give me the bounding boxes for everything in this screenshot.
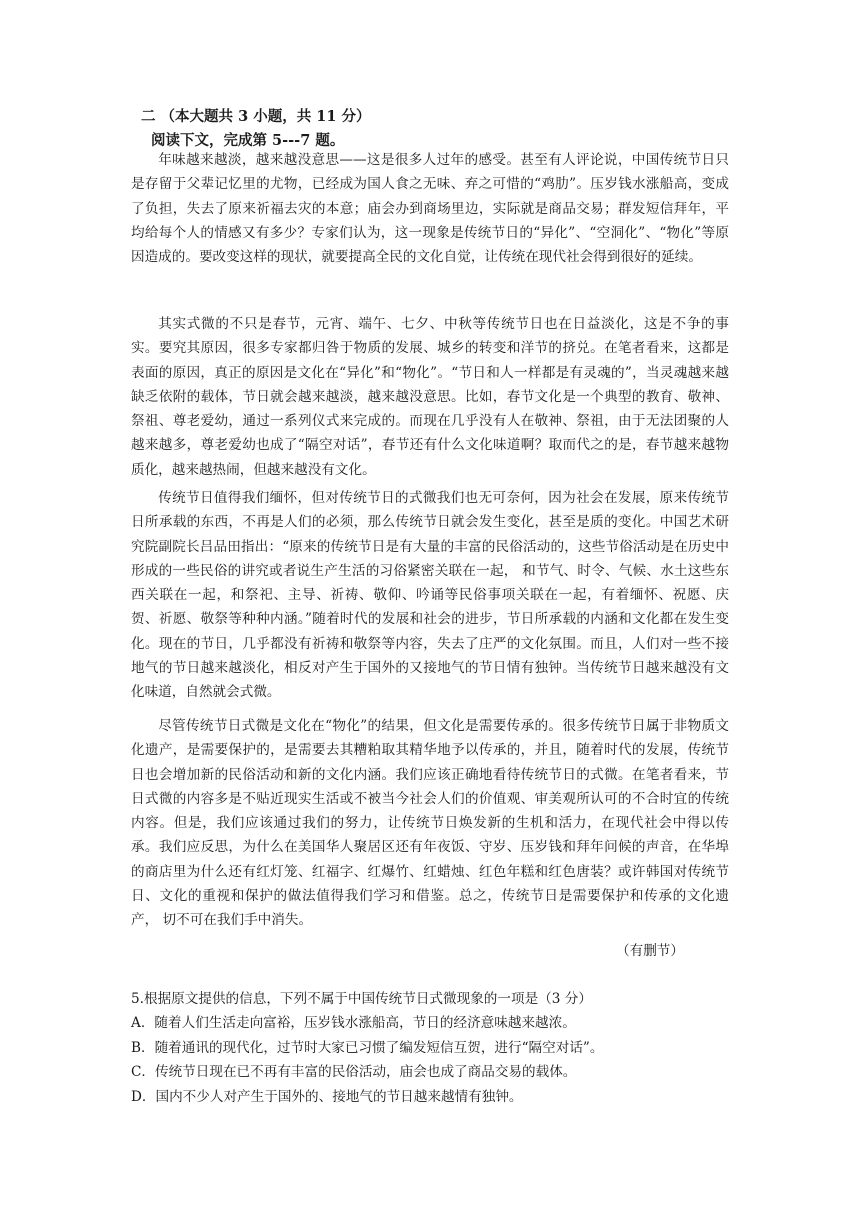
option-c: C．传统节日现在已不再有丰富的民俗活动，庙会也成了商品交易的载体。 bbox=[131, 1064, 577, 1081]
passage-paragraph-2: 其实式微的不只是春节，元宵、端午、七夕、中秋等传统节日也在日益淡化，这是不争的事实。要究其原因，很多专家都归咎于物质的发展、城乡的转变和洋节的挤兑。在笔者看来，这都是表面的原因，真正的原因是文化在“异化”和“物化”。“节日和人一样都是有灵魂的”，当灵魂越来越缺乏依附的载体，节日就会越来越淡，越来越没意思。比如，春节文化是一个典型的教育、敬神、祭祖、尊老爱幼，通过一系列仪式来完成的。而现在几乎没有人在敬神、祭祖，由于无法团聚的人越来越多，尊老爱幼也成了“隔空对话”，春节还有什么文化味道啊？取而代之的是，春节越来越物质化，越来越热闹，但越来越没有文化。 bbox=[131, 316, 729, 478]
question-stem: 5.根据原文提供的信息，下列不属于中国传统节日式微现象的一项是（3 分） bbox=[131, 991, 592, 1007]
passage-paragraph-3: 传统节日值得我们缅怀，但对传统节日的式微我们也无可奈何，因为社会在发展，原来传统节日所承载的东西，不再是人们的必须，那么传统节日就会发生变化，甚至是质的变化。中国艺术研究院副院长吕品田指出：“原来的传统节日是有大量的丰富的民俗活动的，这些节俗活动是在历史中形成的一些民俗的讲究或者说生产生活的习俗紧密关联在一起， 和节气、时令、气候、水土这些东西关联在一起，和祭祀、主导、祈祷、敬仰、吟诵等民俗事项关联在一起，有着缅怀、祝愿、庆贺、祈愿、敬祭等种种内涵。”随着时代的发展和社会的进步，节日所承载的内涵和文化都在发生变化。现在的节日，几乎都没有祈祷和敬祭等内容，失去了庄严的文化氛围。而且，人们对一些不接地气的节日越来越淡化，相反对产生于国外的又接地气的节日情有独钟。当传统节日越来越没有文化味道，自然就会式微。 bbox=[131, 490, 729, 701]
option-a: A．随着人们生活走向富裕，压岁钱水涨船高，节日的经济意味越来越浓。 bbox=[131, 1015, 576, 1032]
passage-paragraph-4: 尽管传统节日式微是文化在“物化”的结果，但文化是需要传承的。很多传统节日属于非物质文化遗产，是需要保护的，是需要去其糟粕取其精华地予以传承的，并且，随着时代的发展，传统节日也会增加新的民俗活动和新的文化内涵。我们应该正确地看待传统节日的式微。在笔者看来，节日式微的内容多是不贴近现实生活或不被当今社会人们的价值观、审美观所认可的不合时宜的传统内容。但是，我们应该通过我们的努力，让传统节日焕发新的生机和活力，在现代社会中得以传承。我们应反思，为什么在美国华人聚居区还有年夜饭、守岁、压岁钱和拜年问候的声音，在华埠的商店里为什么还有红灯笼、红福字、红爆竹、红蜡烛、红色年糕和红色唐装？或许韩国对传统节日、文化的重视和保护的做法值得我们学习和借鉴。总之，传统节日是需要保护和传承的文化遗产， 切不可在我们手中消失。 bbox=[131, 718, 729, 929]
question-5 bbox=[131, 987, 751, 1109]
abridged-note: （有删节） bbox=[616, 943, 684, 959]
option-b: B．随着通讯的现代化，过节时大家已习惯了编发短信互贺，进行“隔空对话”。 bbox=[131, 1039, 604, 1056]
option-d: D．国内不少人对产生于国外的、接地气的节日越来越情有独钟。 bbox=[131, 1088, 523, 1105]
section-heading: 二 （本大题共 3 小题，共 11 分） bbox=[141, 108, 371, 125]
passage-paragraph-1: 年味越来越淡，越来越没意思——这是很多人过年的感受。甚至有人评论说，中国传统节日只是存留于父辈记忆里的尤物，已经成为国人食之无味、弃之可惜的“鸡肋”。压岁钱水涨船高，变成了负担，失去了原来祈福去灾的本意；庙会办到商场里边，实际就是商品交易；群发短信拜年，平均给每个人的情感又有多少？专家们认为，这一现象是传统节日的“异化”、“空洞化”、“物化”等原因造成的。要改变这样的现状，就要提高全民的文化自觉，让传统在现代社会得到很好的延续。 bbox=[131, 152, 729, 266]
reading-instruction: 阅读下文，完成第 5---7 题。 bbox=[151, 132, 345, 149]
